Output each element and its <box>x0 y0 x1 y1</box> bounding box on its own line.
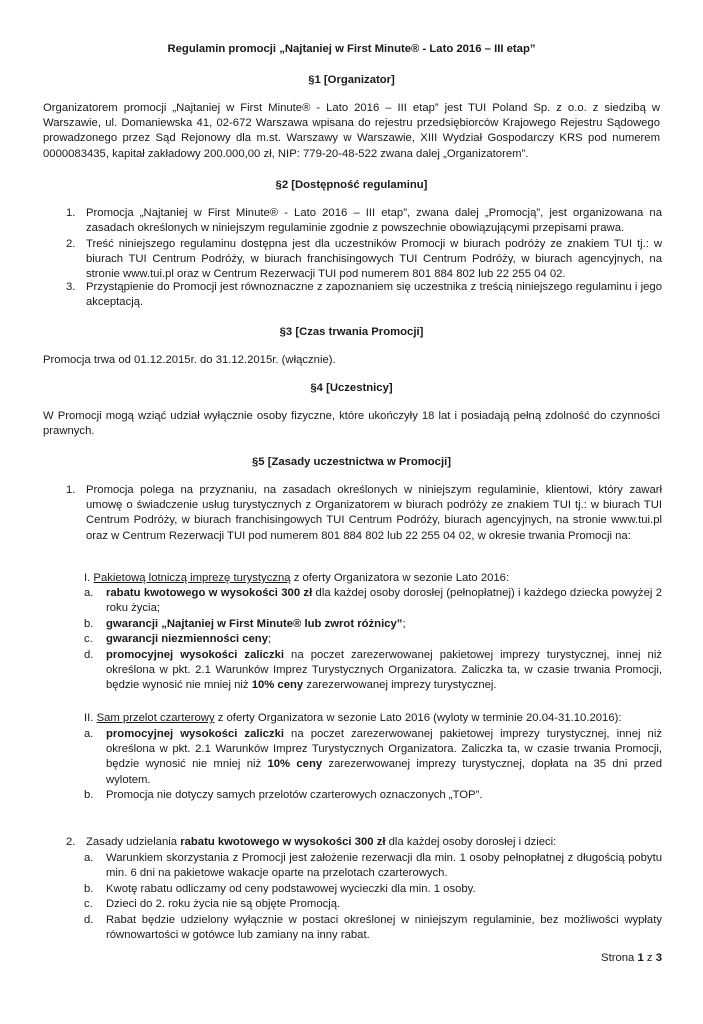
sub-text: zarezerwowanej imprezy turystycznej, dopłata na 35 dni przed wylotem. <box>106 758 662 786</box>
list-text: Promocja polega na przyznaniu, na zasadach określonych w niniejszym regulaminie, klientowi, który zawarł umowę o świadczenie usług turystycznych z Organizatorem w biurach podróży ze znakiem TUI tj.: w biurach TUI Centrum Podróży, w biurach franchisingowych TUI Centrum Podróży, biurach agencyjnych, na stronie www.tui.pl oraz w Centrum Rezerwacji TUI pod numerem 801 884 802 lub 22 255 04 02, w okresie trwania Promocji na: <box>86 484 662 542</box>
bold-text: promocyjnej wysokości zaliczki <box>106 649 284 661</box>
sub-number: b. <box>84 883 94 895</box>
section-1-heading: §1 [Organizator] <box>308 74 395 86</box>
bold-text: gwarancji niezmienności ceny <box>106 633 268 645</box>
section-3-heading: §3 [Czas trwania Promocji] <box>279 326 424 338</box>
group-text: z oferty Organizatora w sezonie Lato 2016: <box>290 572 510 584</box>
group-I-heading <box>84 571 662 586</box>
total-pages: 3 <box>655 952 662 964</box>
section-4-heading: §4 [Uczestnicy] <box>310 382 393 394</box>
sub-number: d. <box>84 914 94 926</box>
sub-number: a. <box>84 852 94 864</box>
sub-number: a. <box>84 587 94 599</box>
sub-text: dla każdej osoby dorosłej (pełnopłatnej) i każdego dziecka powyżej 2 roku życia; <box>106 587 662 615</box>
list-text: Przystąpienie do Promocji jest równoznaczne z zapoznaniem się uczestnika z treścią niniejszego regulaminu i jego akceptacją. <box>86 281 662 309</box>
sub-text: na poczet zarezerwowanej pakietowej imprezy turystycznej, innej niż określona w pkt. 2.1 Warunków Imprez Turystycznych Organizatora. Zaliczka ta, w czasie trwania Promocji, będzie wynosić nie mniej niż <box>106 728 662 771</box>
group-label: II. <box>84 712 94 724</box>
sub-text: Promocja nie dotyczy samych przelotów czarterowych oznaczonych „TOP”. <box>106 789 483 801</box>
bold-text: promocyjnej wysokości zaliczki <box>106 728 284 740</box>
footer-prefix: Strona <box>601 952 638 964</box>
group-II-heading <box>84 711 662 726</box>
section-5-heading: §5 [Zasady uczestnictwa w Promocji] <box>251 456 451 468</box>
sub-number: d. <box>84 649 94 661</box>
sub-number: c. <box>84 898 93 910</box>
sub-text: Rabat będzie udzielony wyłącznie w postaci określonej w niniejszym regulaminie, bez możliwości wypłaty równowartości w gotówce lub zamiany na inny rabat. <box>106 914 662 942</box>
bold-text: gwarancji „Najtaniej w First Minute® lub zwrot różnicy” <box>106 618 403 630</box>
sub-number: a. <box>84 728 94 740</box>
list-text: dla każdej osoby dorosłej i dzieci: <box>385 836 557 848</box>
list-number: 1. <box>66 207 76 219</box>
sub-number: c. <box>84 633 93 645</box>
section-1-text: Organizatorem promocji „Najtaniej w First Minute® - Lato 2016 – III etap” jest TUI Poland Sp. z o.o. z siedzibą w Warszawie, ul. Domaniewska 41, 02-672 Warszawa wpisana do rejestru przedsiębiorców Krajowego Rejestru Sądowego prowadzonego przez Sąd Rejonowy dla m.st. Warszawy w Warszawie, XIII Wydział Gospodarczy KRS pod numerem 0000083435, kapitał zakładowy 200.000,00 zł, NIP: 779-20-48-522 zwana dalej „Organizatorem”. <box>43 102 660 160</box>
section-4-text: W Promocji mogą wziąć udział wyłącznie osoby fizyczne, które ukończyły 18 lat i posiadają pełną zdolność do czynności prawnych. <box>43 410 660 438</box>
list-text: Treść niniejszego regulaminu dostępna jest dla uczestników Promocji w biurach podróży ze znakiem TUI tj.: w biurach TUI Centrum Podróży, w biurach franchisingowych TUI Centrum Podróży, w biurach agencyjnych, na stronie www.tui.pl oraz w Centrum Rezerwacji TUI pod numerem 801 884 802 lub 22 255 04 02. <box>86 238 662 281</box>
sub-number: b. <box>84 618 94 630</box>
sub-text: Dzieci do 2. roku życia nie są objęte Promocją. <box>106 898 341 910</box>
page-number-footer <box>560 951 662 966</box>
section-2-heading: §2 [Dostępność regulaminu] <box>275 179 428 191</box>
group-underlined-text: Pakietową lotniczą imprezę turystyczną <box>93 572 291 584</box>
group-text: z oferty Organizatora w sezonie Lato 2016 (wyloty w terminie 20.04-31.10.2016): <box>214 712 622 724</box>
sub-number: b. <box>84 789 94 801</box>
list-number: 2. <box>66 238 76 250</box>
footer-sep: z <box>643 952 656 964</box>
bold-text: 10% ceny <box>267 758 323 771</box>
bold-text: 10% ceny <box>251 679 304 692</box>
sub-text: Warunkiem skorzystania z Promocji jest założenie rezerwacji dla min. 1 osoby pełnopłatnej z długością pobytu min. 6 dni na pakietowe wakacje oparte na przelotach czarterowych. <box>106 852 662 880</box>
section-3-text: Promocja trwa od 01.12.2015r. do 31.12.2015r. (włącznie). <box>43 354 336 366</box>
bold-text: rabatu kwotowego w wysokości 300 zł <box>106 587 313 599</box>
document-title: Regulamin promocji „Najtaniej w First Minute® - Lato 2016 – III etap” <box>167 43 536 55</box>
list-number: 1. <box>66 484 76 496</box>
group-underlined-text: Sam przelot czarterowy <box>96 712 215 724</box>
sub-text: ; <box>267 633 272 645</box>
list-number: 2. <box>66 836 76 848</box>
sub-text: na poczet zarezerwowanej pakietowej imprezy turystycznej, innej niż określona w pkt. 2.1 Warunków Imprez Turystycznych Organizatora. Zaliczka ta, w czasie trwania Promocji, będzie wynosić nie mniej niż <box>106 649 662 692</box>
current-page: 1 <box>637 952 644 964</box>
sub-text: zarezerwowanej imprezy turystycznej. <box>303 679 497 692</box>
list-text: Zasady udzielania <box>86 836 181 848</box>
bold-text: rabatu kwotowego w wysokości 300 zł <box>180 836 386 848</box>
sub-text: ; <box>402 618 406 630</box>
list-text: Promocja „Najtaniej w First Minute® - Lato 2016 – III etap”, zwana dalej „Promocją”, jest organizowana na zasadach określonych w niniejszym regulaminie zgodnie z powszechnie obowiązującymi przepisami prawa. <box>86 207 662 235</box>
sub-text: Kwotę rabatu odliczamy od ceny podstawowej wycieczki dla min. 1 osoby. <box>106 883 476 895</box>
list-number: 3. <box>66 281 76 293</box>
group-label: I. <box>84 572 91 584</box>
